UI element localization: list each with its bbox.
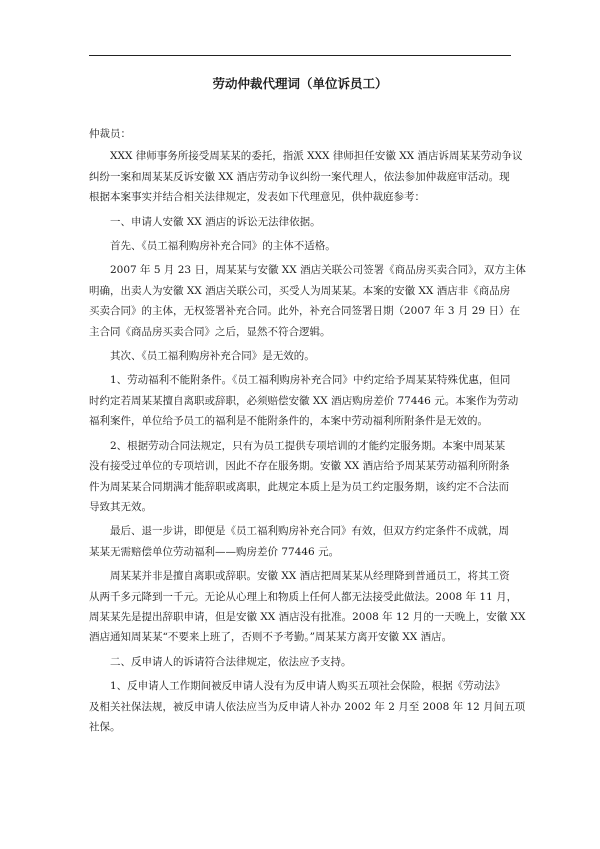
document-body (89, 124, 526, 741)
paragraph-line: 福利案件，单位给予员工的福利是不能附条件的，本案中劳动福利所附条件是无效的。 (89, 415, 488, 428)
paragraph-line: XXX 律师事务所接受周某某的委托，指派 XXX 律师担任安徽 XX 酒店诉周某某劳动争议 (110, 150, 523, 163)
paragraph (89, 212, 511, 232)
paragraph (89, 566, 526, 648)
paragraph-line: 最后、退一步讲，即便是《员工福利购房补充合同》有效，但双方约定条件不成就，周 (110, 525, 509, 538)
paragraph-line: 件为周某某合同期满才能辞职或离职，此规定本质上是为员工约定服务期，该约定不合法而 (89, 480, 509, 493)
paragraph-line: 1、劳动福利不能附条件。《员工福利购房补充合同》中约定给予周某某特殊优惠，但同 (110, 374, 511, 387)
paragraph-line: 周某某先是提出辞职申请，但是安徽 XX 酒店没有批准。2008 年 12 月的一天晚上，安徽 XX (89, 610, 526, 623)
header-rule (89, 55, 511, 56)
paragraph-line: 纠纷一案和周某某反诉安徽 XX 酒店劳动争议纠纷一案代理人，依法参加仲裁庭审活动。现 (89, 170, 510, 183)
paragraph-line: 买卖合同》的主体，无权签署补充合同。此外，补充合同签署日期（2007 年 3 月 29 日）在 (89, 305, 520, 318)
paragraph (89, 370, 519, 431)
paragraph-line: 1、反申请人工作期间被反申请人没有为反申请人购买五项社会保险，根据《劳动法》 (110, 680, 506, 693)
paragraph (89, 676, 526, 737)
paragraph-line: 其次、《员工福利购房补充合同》是无效的。 (110, 350, 315, 363)
paragraph-line: 一、申请人安徽 XX 酒店的诉讼无法律依据。 (110, 215, 321, 228)
paragraph-line: 明确，出卖人为安徽 XX 酒店关联公司，买受人为周某某。本案的安徽 XX 酒店非《商品房 (89, 284, 511, 297)
paragraph-line: 没有接受过单位的专项培训，因此不存在服务期。安徽 XX 酒店给予周某某劳动福利所附条 (89, 460, 510, 473)
paragraph-line: 社保。 (89, 720, 121, 733)
paragraph-line: 首先、《员工福利购房补充合同》的主体不适格。 (110, 240, 336, 253)
paragraph-line: 主合同《商品房买卖合同》之后，显然不符合逻辑。 (89, 325, 331, 338)
paragraph-line: 某某无需赔偿单位劳动福利——购房差价 77446 元。 (89, 545, 340, 558)
paragraph (89, 236, 511, 256)
paragraph-line: 时约定若周某某擅自离职或辞职，必须赔偿安徽 XX 酒店购房差价 77446 元。本案作为劳动 (89, 394, 519, 407)
paragraph-line: 2、根据劳动合同法规定，只有为员工提供专项培训的才能约定服务期。本案中周某某 (110, 439, 506, 452)
salutation: 仲裁员： (89, 128, 131, 140)
paragraph-line: 2007 年 5 月 23 日，周某某与安徽 XX 酒店关联公司签署《商品房买卖合同》，双方主体 (110, 264, 526, 277)
paragraph-line: 根据本案事实并结合相关法律规定，发表如下代理意见，供仲裁庭参考： (89, 191, 425, 204)
paragraph (89, 346, 511, 366)
paragraph-line: 酒店通知周某某“不要来上班了，否则不予考勤。”周某某方离开安徽 XX 酒店。 (89, 631, 453, 644)
paragraph-line: 及相关社保法规，被反申请人依法应当为反申请人补办 2002 年 2 月至 2008 年 12 月间五项 (89, 700, 526, 713)
paragraph (89, 260, 526, 342)
paragraph (89, 436, 511, 518)
paragraph-line: 从两千多元降到一千元。无论从心理上和物质上任何人都无法接受此做法。2008 年 11 月， (89, 590, 518, 603)
paragraph (89, 652, 511, 672)
paragraph (89, 521, 511, 562)
paragraph-line: 二、反申请人的诉请符合法律规定，依法应予支持。 (110, 655, 352, 668)
paragraph-line: 周某某并非是擅自离职或辞职。安徽 XX 酒店把周某某从经理降到普通员工，将其工资 (110, 570, 510, 583)
document-title: 劳动仲裁代理词（单位诉员工） (212, 76, 388, 91)
paragraph-line: 导致其无效。 (89, 500, 152, 513)
paragraph-list (89, 146, 526, 737)
paragraph (89, 146, 523, 207)
